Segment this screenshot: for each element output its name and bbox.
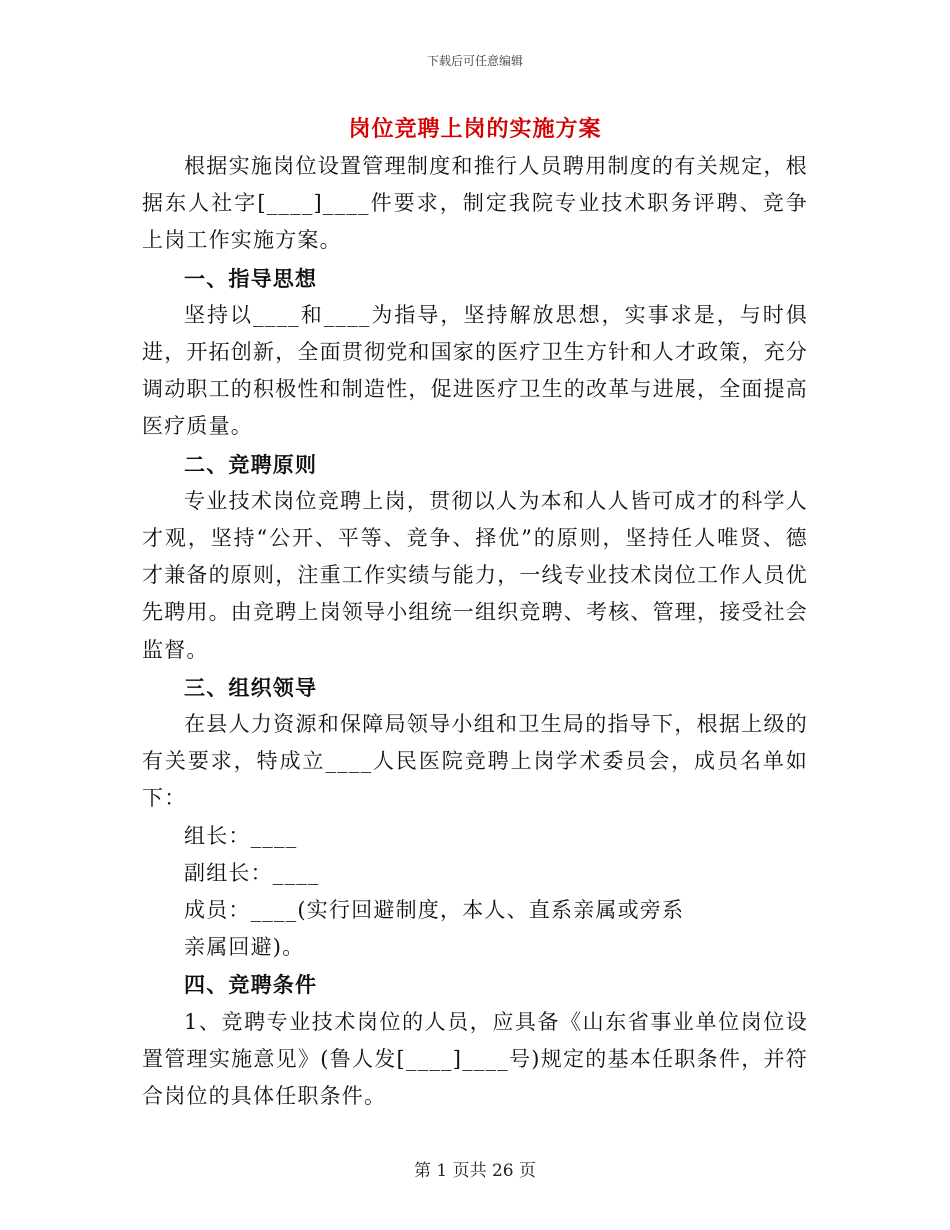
section-2-paragraph: 专业技术岗位竞聘上岗，贯彻以人为本和人人皆可成才的科学人才观，坚持“公开、平等、竞争、择优”的原则，坚持任人唯贤、德才兼备的原则，注重工作实绩与能力，一线专业技术岗位工作人员优先聘用。由竞聘上岗领导小组统一组织竞聘、考核、管理，接受社会监督。 bbox=[142, 488, 808, 662]
section-4-heading: 四、竞聘条件 bbox=[184, 972, 318, 998]
section-2-heading: 二、竞聘原则 bbox=[184, 451, 318, 477]
document-body bbox=[142, 148, 808, 1115]
leader-line: 组长：____ bbox=[184, 823, 298, 848]
section-3-heading: 三、组织领导 bbox=[184, 674, 318, 700]
page-header-note: 下载后可任意编辑 bbox=[426, 54, 523, 68]
section-4-item-1: 1、竞聘专业技术岗位的人员，应具备《山东省事业单位岗位设置管理实施意见》(鲁人发[____]____号)规定的基本任职条件，并符合岗位的具体任职条件。 bbox=[142, 1009, 808, 1109]
section-1-paragraph: 坚持以____和____为指导，坚持解放思想，实事求是，与时俱进，开拓创新，全面贯彻党和国家的医疗卫生方针和人才政策，充分调动职工的积极性和制造性，促进医疗卫生的改革与进展，全面提高医疗质量。 bbox=[142, 302, 808, 439]
section-1-heading: 一、指导思想 bbox=[184, 265, 318, 291]
members-line: 成员：____(实行回避制度，本人、直系亲属或旁系 bbox=[184, 898, 685, 923]
intro-paragraph: 根据实施岗位设置管理制度和推行人员聘用制度的有关规定，根据东人社字[____]____件要求，制定我院专业技术职务评聘、竞争上岗工作实施方案。 bbox=[142, 154, 808, 253]
page-number-footer: 第 1 页共 26 页 bbox=[413, 1161, 537, 1181]
members-line-continued: 亲属回避)。 bbox=[184, 935, 305, 960]
deputy-leader-line: 副组长：____ bbox=[184, 860, 320, 885]
section-3-paragraph: 在县人力资源和保障局领导小组和卫生局的指导下，根据上级的有关要求，特成立____人民医院竞聘上岗学术委员会，成员名单如下： bbox=[142, 712, 808, 811]
document-title: 岗位竞聘上岗的实施方案 bbox=[348, 116, 602, 142]
